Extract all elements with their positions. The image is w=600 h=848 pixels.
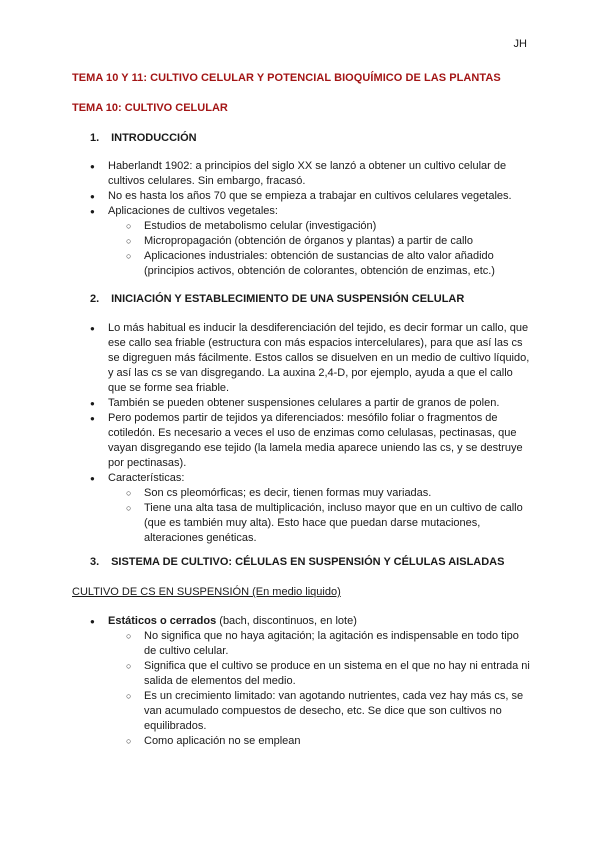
section-number: 3.: [90, 556, 100, 568]
list-item: ● También se pueden obtener suspensiones celulares a partir de granos de polen.: [90, 396, 530, 411]
list-item: [90, 204, 530, 279]
list-item: ● Haberlandt 1902: a principios del siglo XX se lanzó a obtener un cultivo celular de cultivos celulares. Sin embargo, fracasó.: [90, 159, 530, 189]
document-subtitle: TEMA 10: CULTIVO CELULAR: [72, 102, 228, 114]
sub-list: [108, 219, 530, 279]
sub-list-item: ○ Significa que el cultivo se produce en un sistema en el que no hay ni entrada ni salida de elementos del medio.: [108, 659, 530, 689]
sub-list-item: ○ Es un crecimiento limitado: van agotando nutrientes, cada vez hay más cs, se van acumulado compuestos de desecho, etc. Se dice que son cultivos no equilibrados.: [108, 689, 530, 734]
list-item-bold-term: Estáticos o cerrados: [108, 615, 217, 627]
sub-list-item: ○ Como aplicación no se emplean: [108, 734, 530, 749]
section-title: INICIACIÓN Y ESTABLECIMIENTO DE UNA SUSPENSIÓN CELULAR: [111, 293, 465, 305]
sub-list-item: ○ Tiene una alta tasa de multiplicación, incluso mayor que en un cultivo de callo (que es también muy alta). Esto hace que puedan darse mutaciones, alteraciones genéticas.: [108, 501, 530, 546]
section-heading-iniciacion: [90, 293, 464, 305]
list-item: [90, 471, 530, 546]
section-number: 2.: [90, 293, 100, 305]
list-item: ● Pero podemos partir de tejidos ya diferenciados: mesófilo foliar o fragmentos de cotiledón. Es necesario a veces el uso de enzimas como celulasas, pectinasas, que vayan disgregando ese tejido (la lamela media aparece uniendo las cs, y se destruye por pectinasas).: [90, 411, 530, 471]
section-number: 1.: [90, 132, 100, 144]
section-3-list: [90, 614, 530, 749]
section-1-list: [90, 159, 530, 279]
list-item: ● No es hasta los años 70 que se empieza a trabajar en cultivos celulares vegetales.: [90, 189, 530, 204]
document-title: TEMA 10 Y 11: CULTIVO CELULAR Y POTENCIAL BIOQUÍMICO DE LAS PLANTAS: [72, 72, 501, 84]
sub-list: [108, 486, 530, 546]
section-heading-sistema-de-cultivo: [90, 556, 504, 568]
sub-list-item: ○ Micropropagación (obtención de órganos y plantas) a partir de callo: [108, 234, 530, 249]
sub-list-item: ○ Estudios de metabolismo celular (investigación): [108, 219, 530, 234]
list-item-text: Características:: [108, 472, 185, 484]
list-item-text: (bach, discontinuos, en lote): [216, 615, 357, 627]
section-heading-introduccion: [90, 132, 197, 144]
sub-list-item: ○ Son cs pleomórficas; es decir, tienen formas muy variadas.: [108, 486, 530, 501]
list-item: ● Lo más habitual es inducir la desdiferenciación del tejido, es decir formar un callo, que ese callo sea friable (estructura con más espacios intercelulares), para que así las cs se digreguen más fácilmente. Estos callos se disuelven en un medio de cultivo líquido, y así las cs se van disgregando. La auxina 2,4-D, por ejemplo, ayuda a que el callo que se forme sea friable.: [90, 321, 530, 396]
section-2-list: [90, 321, 530, 546]
sub-list-item: ○ Aplicaciones industriales: obtención de sustancias de alto valor añadido (principios activos, obtención de colorantes, obtención de enzimas, etc.): [108, 249, 530, 279]
sub-list-item: ○ No significa que no haya agitación; la agitación es indispensable en todo tipo de cultivo celular.: [108, 629, 530, 659]
subsection-heading: CULTIVO DE CS EN SUSPENSIÓN (En medio liquido): [72, 586, 341, 598]
list-item: [90, 614, 530, 749]
sub-list: [108, 629, 530, 749]
section-title: INTRODUCCIÓN: [111, 132, 197, 144]
header-initials: JH: [513, 38, 527, 50]
section-title: SISTEMA DE CULTIVO: CÉLULAS EN SUSPENSIÓN Y CÉLULAS AISLADAS: [111, 556, 505, 568]
list-item-text: Aplicaciones de cultivos vegetales:: [108, 205, 278, 217]
